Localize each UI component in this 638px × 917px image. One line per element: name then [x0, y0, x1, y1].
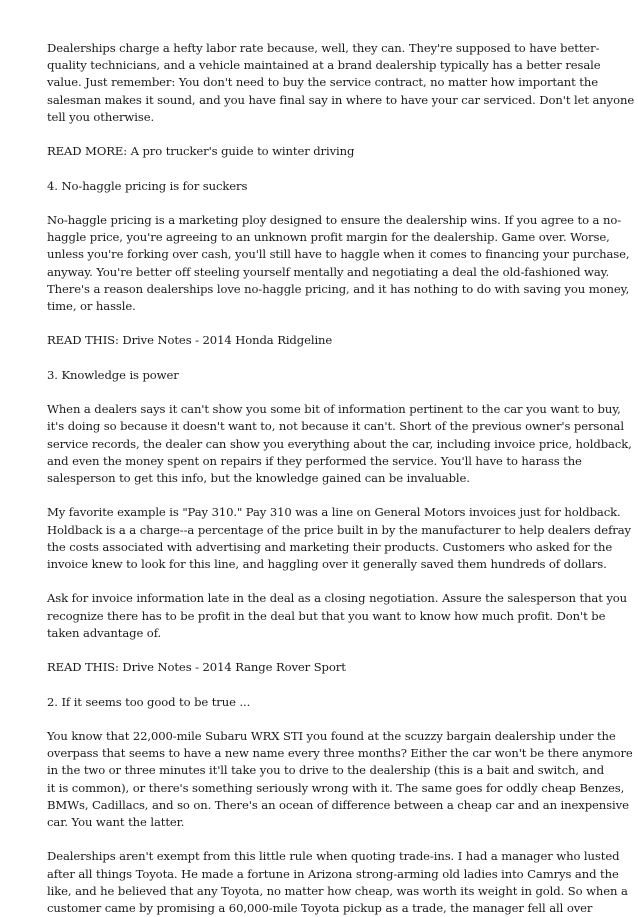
text-line: value. Just remember: You don't need to buy the service contract, no matter how important the — [47, 75, 598, 90]
text-line: Dealerships charge a hefty labor rate because, well, they can. They're supposed to have better- — [47, 41, 600, 55]
read-more-link-winter-driving[interactable] — [47, 143, 599, 160]
text-line: Holdback is a a charge--a percentage of the price built in by the manufacturer to help dealers defray — [47, 522, 631, 537]
text-line: the costs associated with advertising and marketing their products. Customers who asked for the — [47, 539, 613, 554]
text-line: like, and he believed that any Toyota, no matter how cheap, was worth its weight in gold. So when a — [47, 883, 628, 898]
heading-text: 2. If it seems too good to be true ... — [47, 694, 251, 709]
paragraph-invoice-info — [47, 590, 628, 642]
text-line: in the two or three minutes it'll take you to drive to the dealership (this is a bait and switch, and — [47, 763, 605, 778]
text-line: anyway. You're better off steeling yourself mentally and negotiating a deal the old-fashioned way. — [47, 264, 610, 279]
text-line: taken advantage of. — [47, 625, 162, 640]
text-line: car. You want the latter. — [47, 814, 185, 829]
link-text[interactable]: READ THIS: Drive Notes - 2014 Range Rover Sport — [47, 660, 346, 675]
text-line: BMWs, Cadillacs, and so on. There's an ocean of difference between a cheap car and an inexpensive — [47, 797, 629, 812]
text-line: quality technicians, and a vehicle maintained at a brand dealership typically has a better resale — [47, 58, 601, 73]
text-line: salesperson to get this info, but the knowledge gained can be invaluable. — [47, 470, 470, 485]
heading-text: 3. Knowledge is power — [47, 367, 179, 382]
text-line: No-haggle pricing is a marketing ploy designed to ensure the dealership wins. If you agree to a no- — [47, 212, 622, 227]
text-line: unless you're forking over cash, you'll still have to haggle when it comes to financing your purchase, — [47, 247, 630, 262]
text-line: There's a reason dealerships love no-haggle pricing, and it has nothing to do with saving you money, — [47, 281, 630, 296]
text-line: time, or hassle. — [47, 299, 136, 313]
article-body — [47, 40, 635, 917]
paragraph-labor-rate — [47, 40, 635, 126]
paragraph-pay-310 — [47, 504, 631, 573]
paragraph-no-haggle — [47, 212, 630, 315]
text-line: it's doing so because it doesn't want to, not because it can't. Short of the previous owner's personal — [47, 419, 624, 434]
section-heading-no-haggle — [47, 178, 599, 195]
text-line: haggle price, you're agreeing to an unknown profit margin for the dealership. Game over. Worse, — [47, 230, 610, 245]
text-line: after all things Toyota. He made a fortune in Arizona strong-arming old ladies into Camrys and the — [47, 866, 619, 881]
text-line: and even the money spent on repairs if they performed the service. You'll have to harass the — [47, 453, 582, 468]
paragraph-trade-ins — [47, 848, 628, 917]
section-heading-knowledge — [47, 367, 599, 384]
text-line: salesman makes it sound, and you have final say in where to have your car serviced. Don't let anyone — [47, 92, 635, 107]
section-heading-too-good — [47, 694, 599, 711]
paragraph-subaru — [47, 728, 633, 831]
text-line: Ask for invoice information late in the deal as a closing negotiation. Assure the salesperson that you — [47, 591, 628, 606]
text-line: When a dealers says it can't show you some bit of information pertinent to the car you want to buy, — [47, 402, 621, 417]
text-line: service records, the dealer can show you everything about the car, including invoice price, holdback, — [47, 436, 632, 451]
text-line: invoice knew to look for this line, and haggling over it generally saved them hundreds of dollars. — [47, 556, 607, 571]
heading-text: 4. No-haggle pricing is for suckers — [47, 178, 248, 193]
read-this-link-range-rover[interactable] — [47, 659, 599, 676]
text-line: My favorite example is "Pay 310." Pay 310 was a line on General Motors invoices just for holdback. — [47, 505, 621, 520]
paragraph-knowledge — [47, 401, 632, 487]
text-line: it is common), or there's something seriously wrong with it. The same goes for oddly cheap Benzes, — [47, 780, 625, 795]
text-line: recognize there has to be profit in the deal but that you want to know how much profit. Don't be — [47, 608, 606, 623]
text-line: overpass that seems to have a new name every three months? Either the car won't be there anymore — [47, 746, 633, 761]
text-line: customer came by promising a 60,000-mile Toyota pickup as a trade, the manager fell all over — [47, 900, 593, 915]
link-text[interactable]: READ MORE: A pro trucker's guide to winter driving — [47, 144, 355, 159]
text-line: tell you otherwise. — [47, 109, 155, 124]
text-line: Dealerships aren't exempt from this little rule when quoting trade-ins. I had a manager who lusted — [47, 849, 620, 864]
read-this-link-ridgeline[interactable] — [47, 332, 599, 349]
link-text[interactable]: READ THIS: Drive Notes - 2014 Honda Ridgeline — [47, 333, 333, 348]
text-line: You know that 22,000-mile Subaru WRX STI you found at the scuzzy bargain dealership under the — [47, 728, 616, 743]
